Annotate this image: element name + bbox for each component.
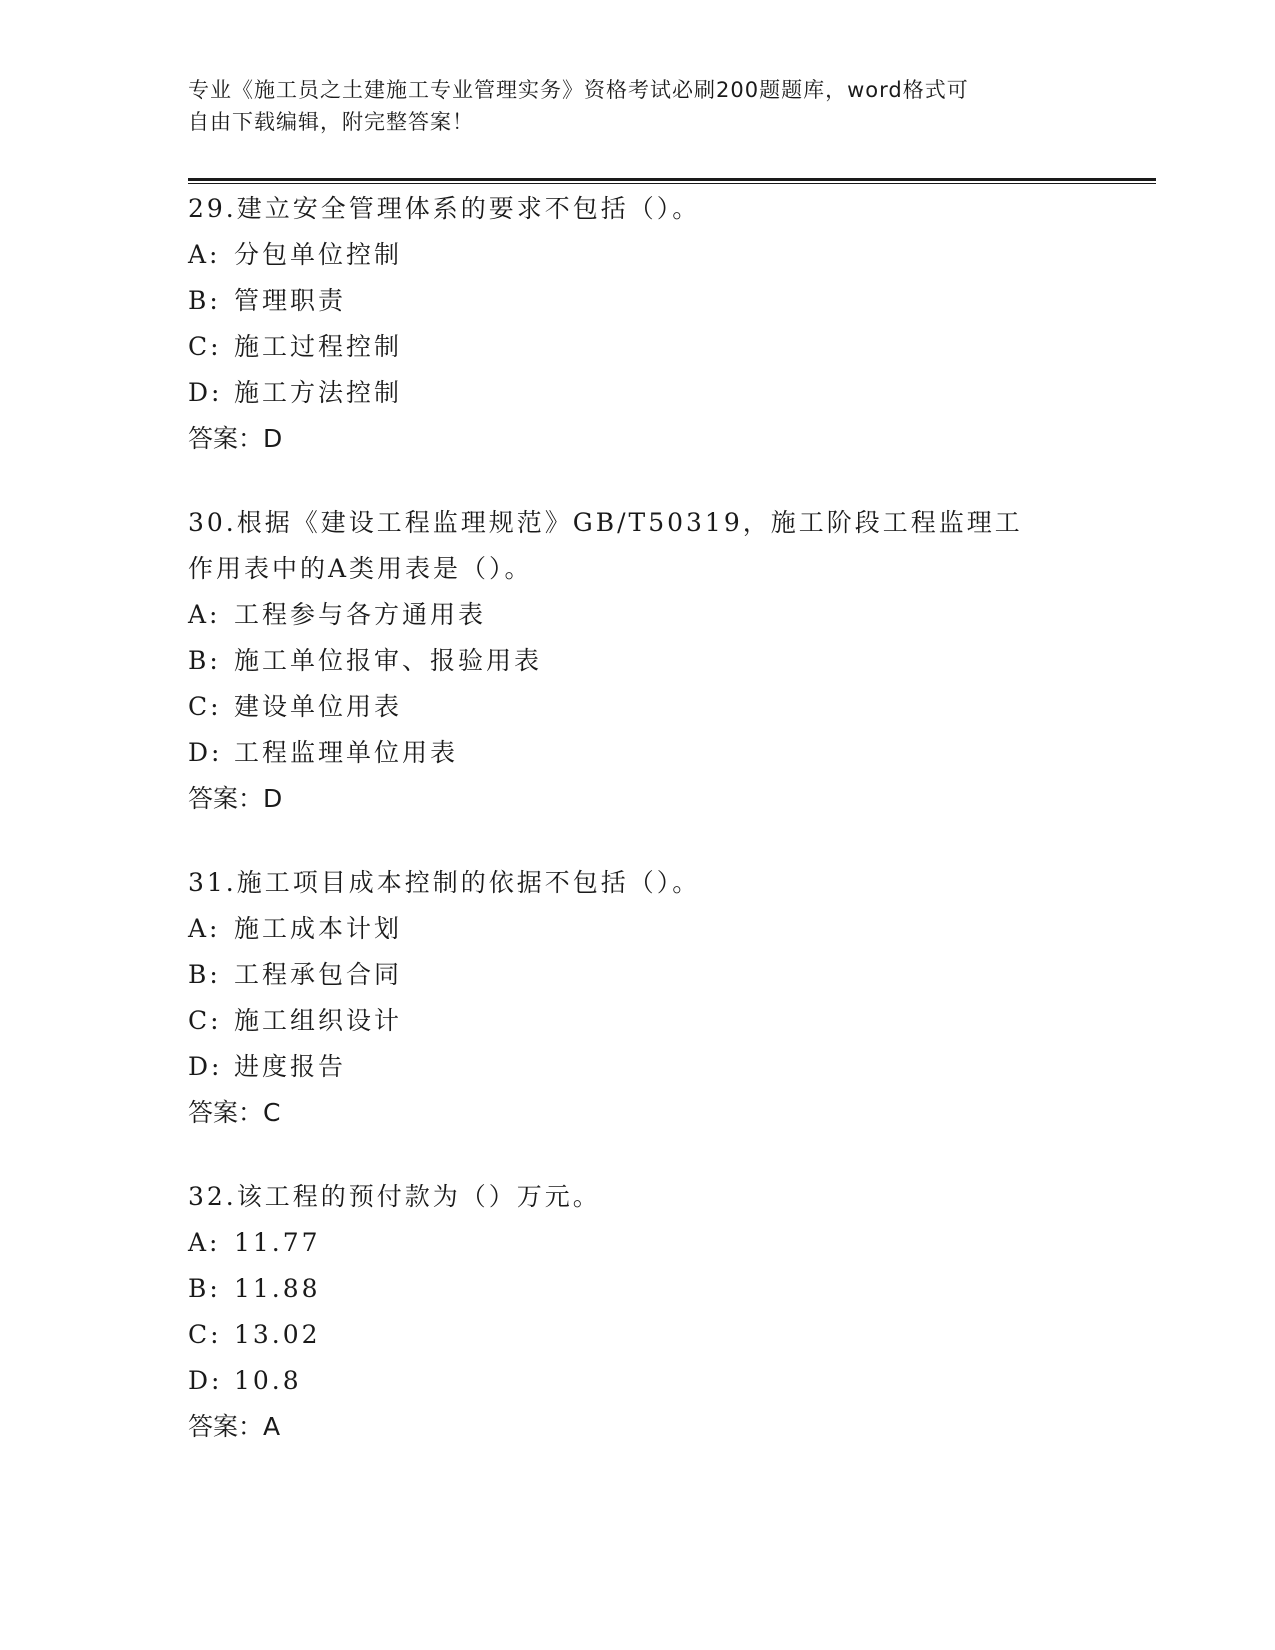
option-text: 管理职责 bbox=[234, 286, 347, 315]
option-text: 施工方法控制 bbox=[234, 378, 403, 407]
question-stem: 30.根据《建设工程监理规范》GB/T50319，施工阶段工程监理工作用表中的A类用表是（）。 bbox=[188, 508, 1023, 583]
header-line-2: 自由下载编辑，附完整答案！ bbox=[188, 110, 474, 134]
option-b bbox=[188, 1266, 1088, 1312]
option-text: 11.88 bbox=[234, 1274, 321, 1303]
option-text: 13.02 bbox=[234, 1320, 321, 1349]
question-stem: 31.施工项目成本控制的依据不包括（）。 bbox=[188, 868, 701, 897]
option-a bbox=[188, 906, 1088, 952]
answer-line: 答案：D bbox=[188, 424, 283, 453]
option-c bbox=[188, 684, 1088, 730]
header-line-1: 专业《施工员之土建施工专业管理实务》资格考试必刷200题题库，word格式可 bbox=[188, 78, 969, 102]
header-divider-thin bbox=[188, 183, 1156, 184]
option-letter: B: bbox=[188, 1274, 221, 1303]
answer-line: 答案：D bbox=[188, 784, 283, 813]
option-text: 11.77 bbox=[234, 1228, 321, 1257]
option-letter: C: bbox=[188, 1320, 222, 1349]
option-d bbox=[188, 1044, 1088, 1090]
option-b bbox=[188, 638, 1088, 684]
option-letter: D: bbox=[188, 378, 223, 407]
option-letter: C: bbox=[188, 1006, 222, 1035]
option-text: 工程监理单位用表 bbox=[234, 738, 459, 767]
option-d bbox=[188, 730, 1088, 776]
option-b bbox=[188, 952, 1088, 998]
option-text: 进度报告 bbox=[234, 1052, 347, 1081]
option-letter: B: bbox=[188, 646, 221, 675]
question-31 bbox=[188, 860, 1088, 1136]
option-text: 建设单位用表 bbox=[234, 692, 403, 721]
option-letter: B: bbox=[188, 960, 221, 989]
option-b bbox=[188, 278, 1088, 324]
option-text: 施工过程控制 bbox=[234, 332, 403, 361]
option-c bbox=[188, 1312, 1088, 1358]
question-stem: 29.建立安全管理体系的要求不包括（）。 bbox=[188, 194, 701, 223]
answer-line: 答案：A bbox=[188, 1412, 281, 1441]
question-stem: 32.该工程的预付款为（）万元。 bbox=[188, 1182, 601, 1211]
option-letter: A: bbox=[188, 1228, 221, 1257]
option-letter: B: bbox=[188, 286, 221, 315]
question-32 bbox=[188, 1174, 1088, 1450]
option-letter: C: bbox=[188, 332, 222, 361]
option-c bbox=[188, 324, 1088, 370]
option-text: 工程承包合同 bbox=[234, 960, 403, 989]
option-text: 10.8 bbox=[234, 1366, 302, 1395]
option-a bbox=[188, 1220, 1088, 1266]
question-list bbox=[188, 186, 1088, 1488]
option-text: 施工组织设计 bbox=[234, 1006, 403, 1035]
option-letter: A: bbox=[188, 914, 221, 943]
option-d bbox=[188, 1358, 1088, 1404]
option-text: 施工单位报审、报验用表 bbox=[234, 646, 543, 675]
answer-line: 答案：C bbox=[188, 1098, 281, 1127]
option-letter: A: bbox=[188, 240, 221, 269]
document-header bbox=[188, 74, 1068, 138]
option-text: 分包单位控制 bbox=[234, 240, 403, 269]
option-c bbox=[188, 998, 1088, 1044]
option-text: 工程参与各方通用表 bbox=[234, 600, 487, 629]
option-d bbox=[188, 370, 1088, 416]
question-30 bbox=[188, 500, 1088, 822]
option-a bbox=[188, 232, 1088, 278]
question-29 bbox=[188, 186, 1088, 462]
option-letter: D: bbox=[188, 1366, 223, 1395]
option-a bbox=[188, 592, 1088, 638]
option-letter: A: bbox=[188, 600, 221, 629]
option-letter: D: bbox=[188, 738, 223, 767]
option-letter: C: bbox=[188, 692, 222, 721]
option-text: 施工成本计划 bbox=[234, 914, 403, 943]
option-letter: D: bbox=[188, 1052, 223, 1081]
header-divider-thick bbox=[188, 178, 1156, 181]
